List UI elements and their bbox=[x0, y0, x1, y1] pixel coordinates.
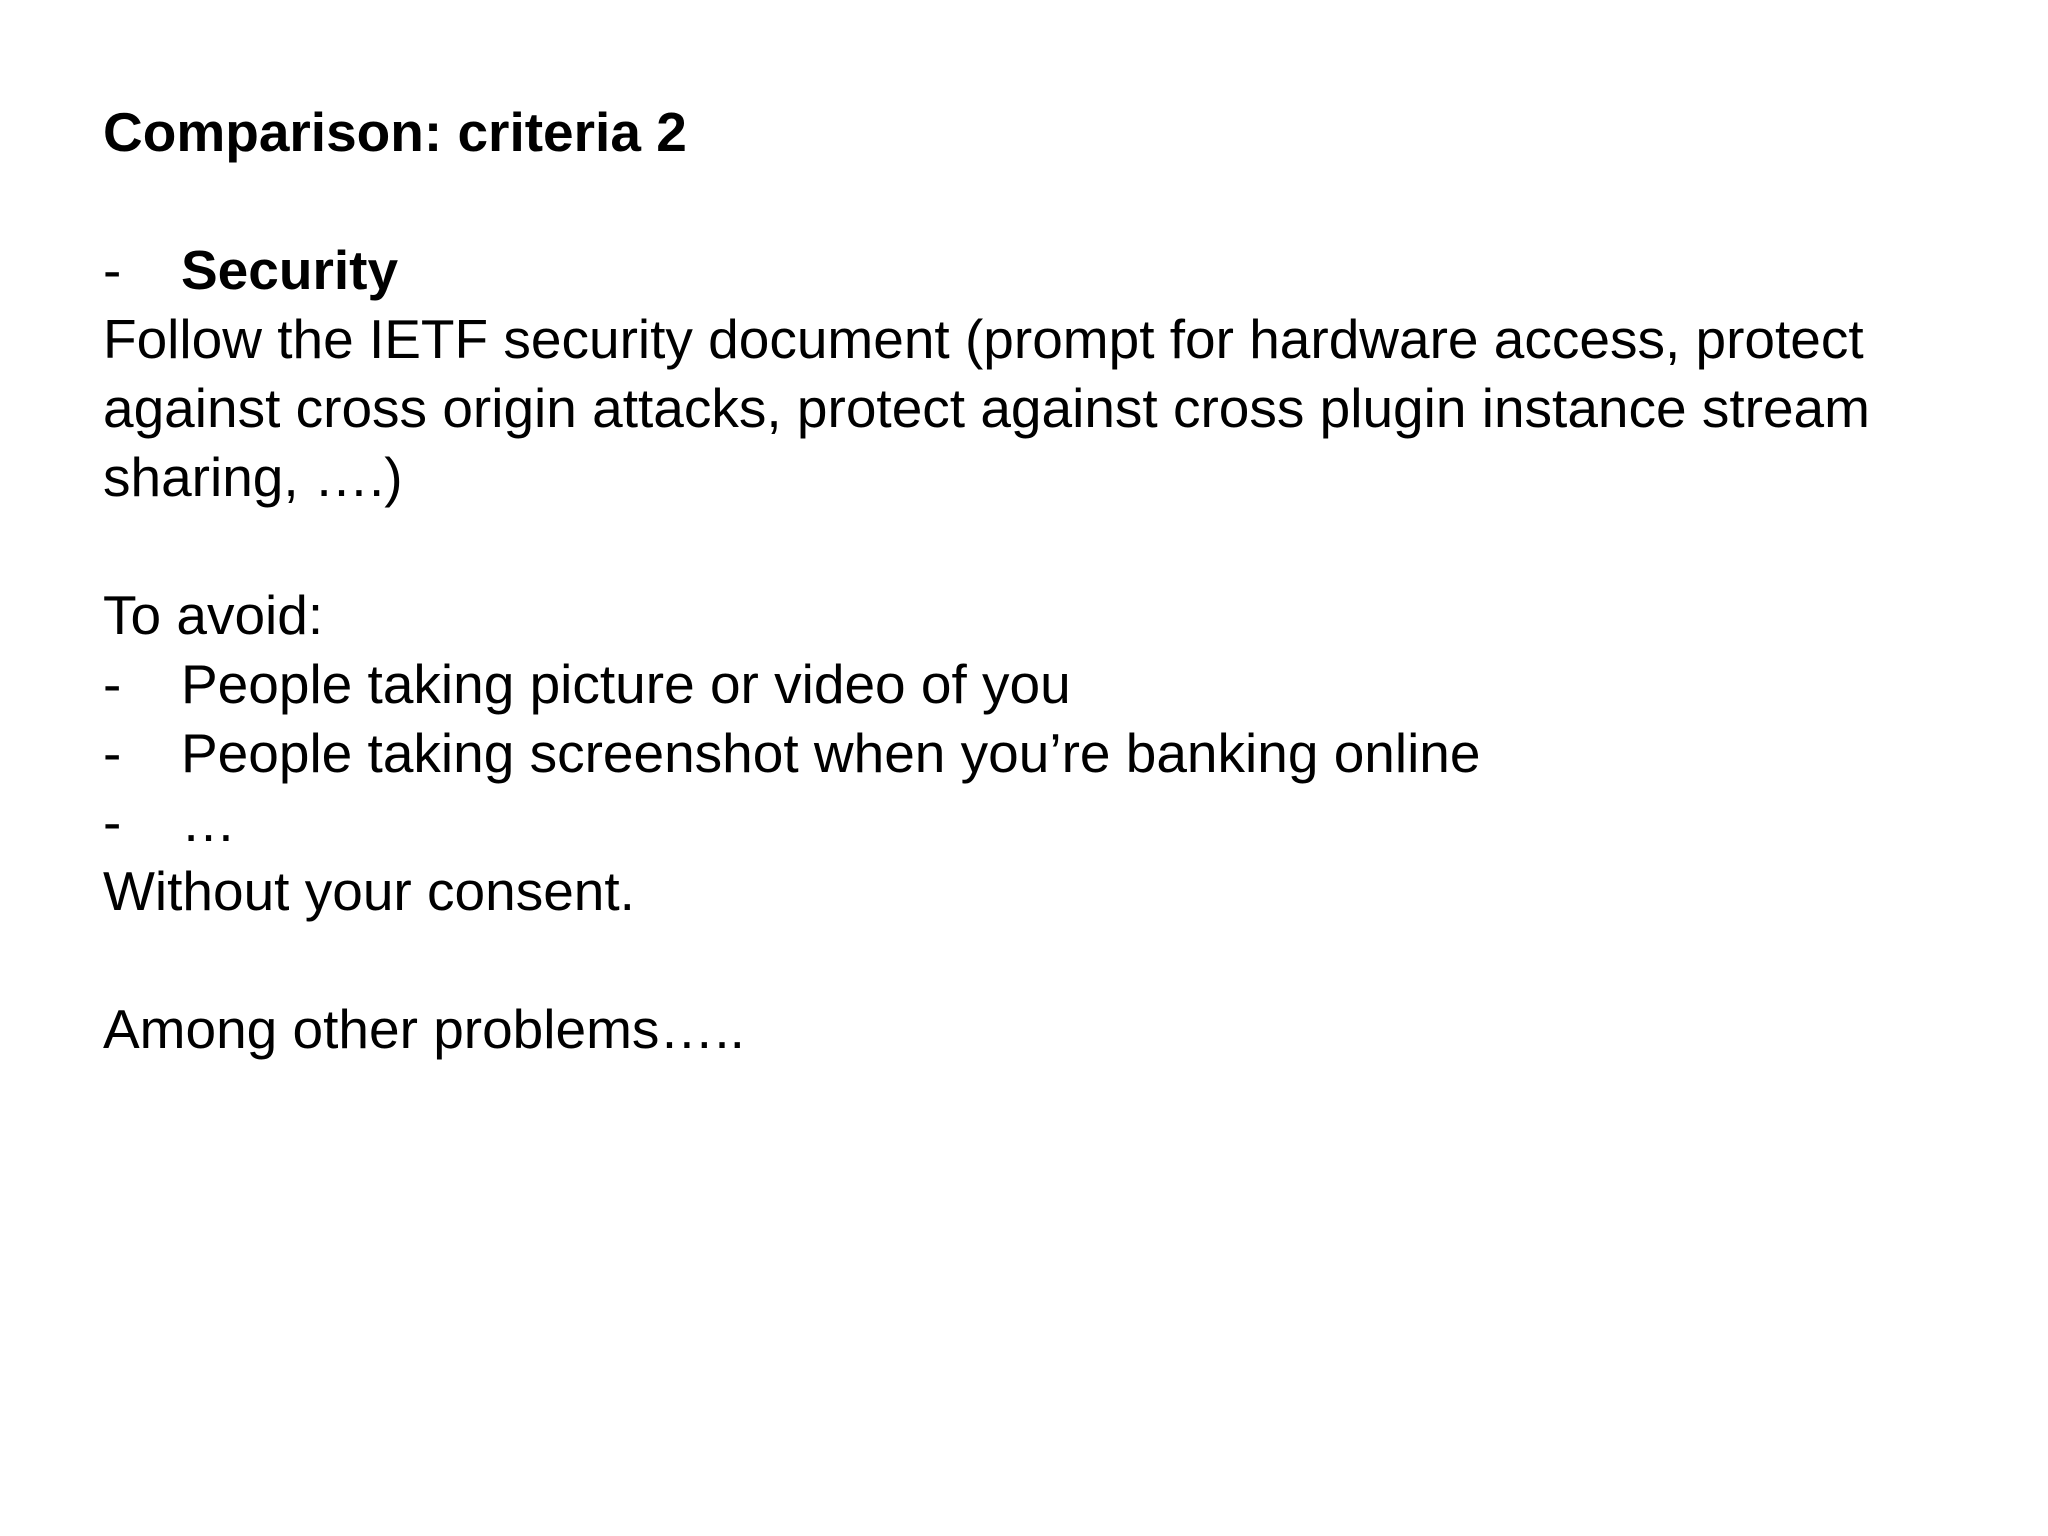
list-item bbox=[103, 719, 1983, 788]
slide-content bbox=[103, 98, 1983, 1064]
closing-line: Among other problems….. bbox=[103, 998, 745, 1060]
section-heading: Security bbox=[181, 239, 399, 301]
list-item-text: … bbox=[181, 791, 236, 853]
paragraph-line-1: Follow the IETF security document (prompt for hardware access, protect bbox=[103, 308, 1864, 370]
list-item bbox=[103, 788, 1983, 857]
bullet-dash: - bbox=[103, 239, 122, 301]
page-title: Comparison: criteria 2 bbox=[103, 101, 687, 163]
bullet-dash: - bbox=[103, 722, 122, 784]
paragraph-line-3: sharing, ….) bbox=[103, 446, 403, 508]
list-item-text: People taking picture or video of you bbox=[181, 653, 1071, 715]
avoid-intro: To avoid: bbox=[103, 584, 324, 646]
spacer bbox=[103, 167, 1983, 236]
paragraph-line-2: against cross origin attacks, protect against cross plugin instance stream bbox=[103, 377, 1870, 439]
spacer bbox=[103, 512, 1983, 581]
consent-line: Without your consent. bbox=[103, 860, 635, 922]
spacer bbox=[103, 926, 1983, 995]
list-item-text: People taking screenshot when you’re banking online bbox=[181, 722, 1481, 784]
bullet-dash: - bbox=[103, 791, 122, 853]
bullet-dash: - bbox=[103, 653, 122, 715]
list-item bbox=[103, 650, 1983, 719]
section-heading-row bbox=[103, 236, 1983, 305]
